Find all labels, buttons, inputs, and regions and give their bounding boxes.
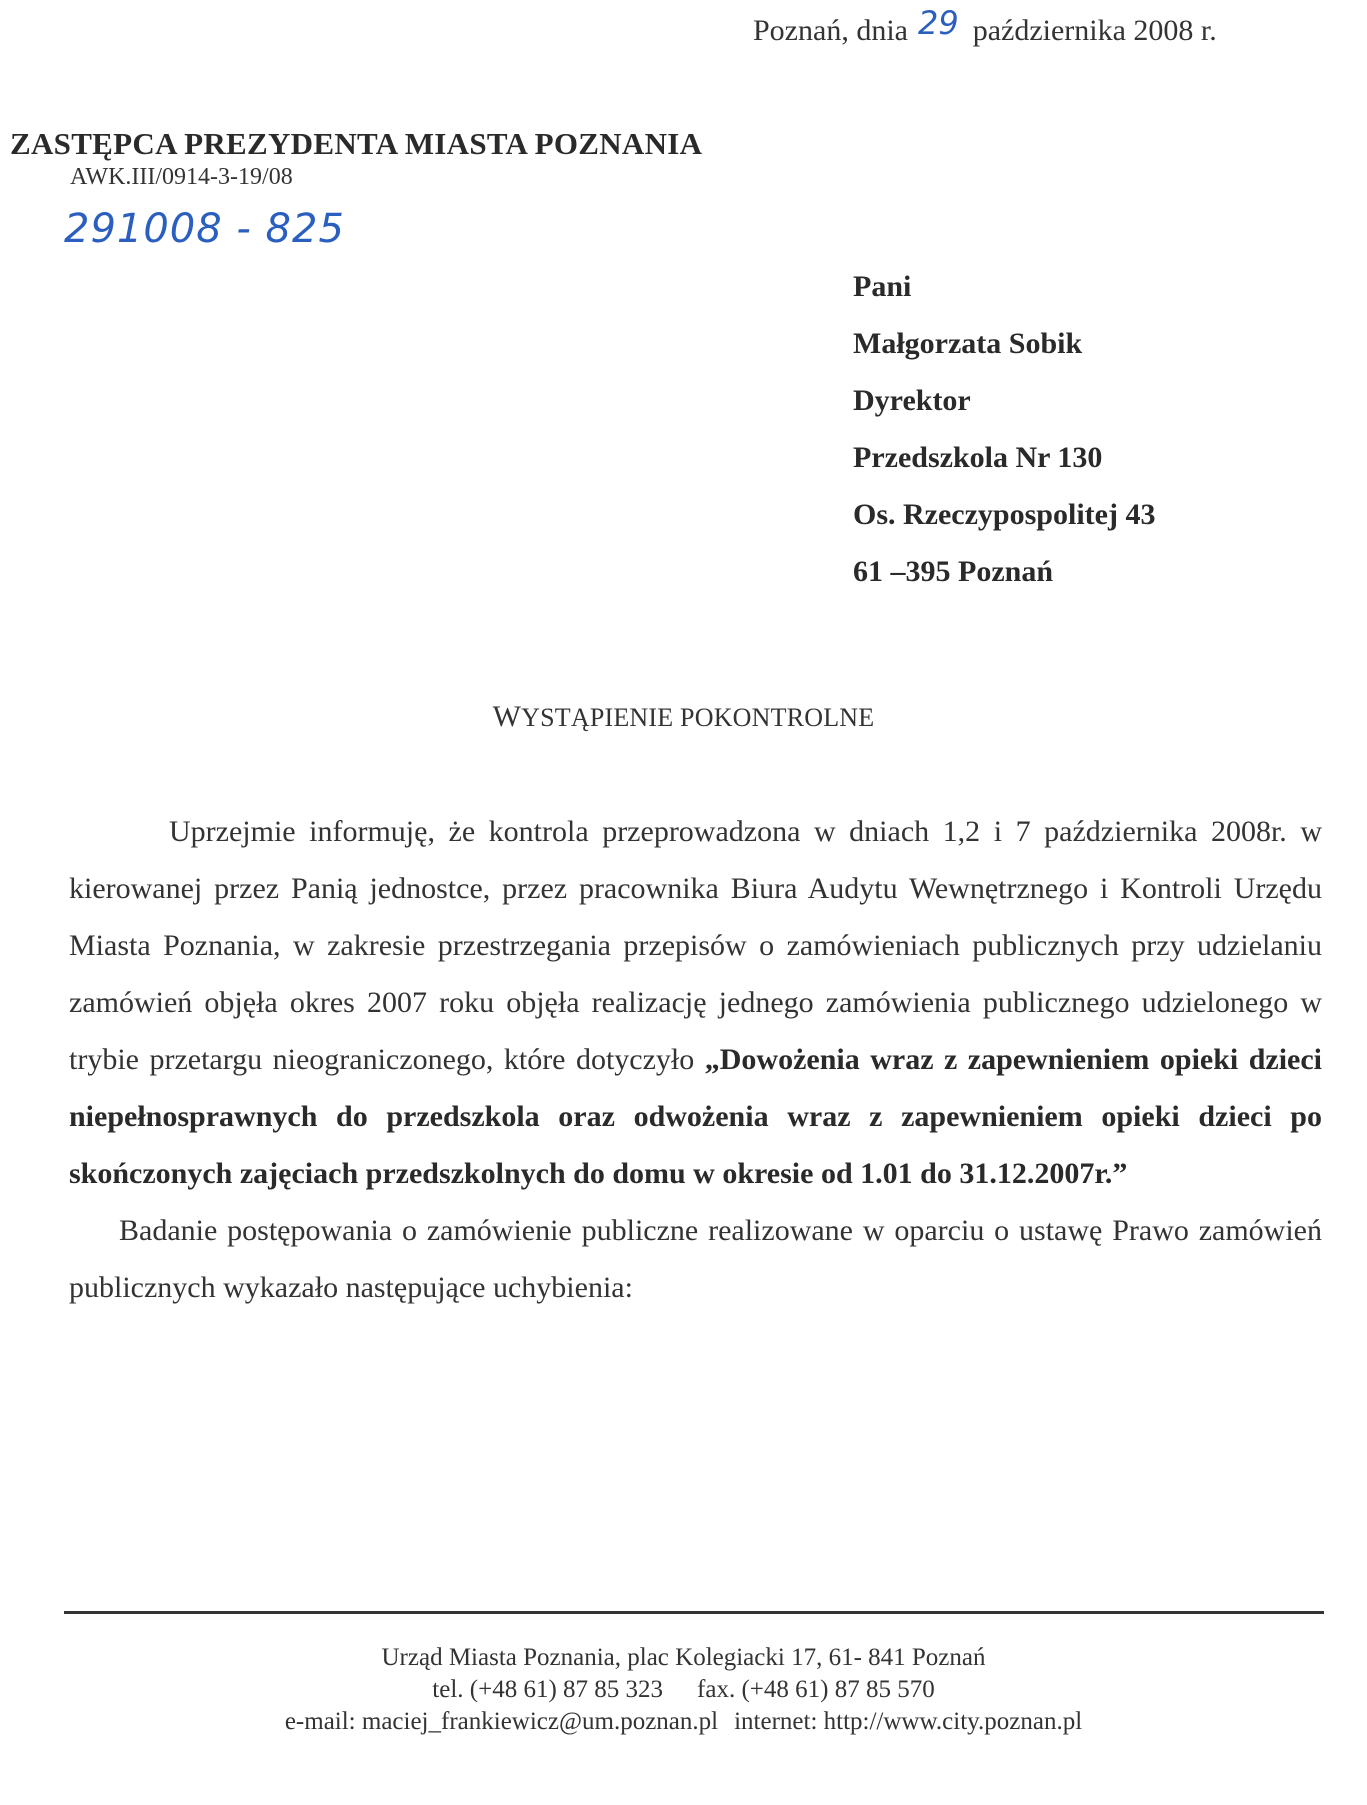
footer-address: Urząd Miasta Poznania, plac Kolegiacki 17, 61- 841 Poznań	[381, 1644, 986, 1671]
date-prefix: Poznań, dnia	[753, 14, 908, 47]
contract-title: „Dowożenia wraz z zapewnieniem opieki dzieci niepełnosprawnych do przedszkola oraz odwożenia wraz z zapewnieniem opieki dzieci po skończonych zajęciach przedszkolnych do domu w okresie od 1.01 do 31.12.2007r.”	[69, 1043, 1323, 1190]
footer-email: e-mail: maciej_frankiewicz@um.poznan.pl	[284, 1708, 719, 1735]
date-suffix: października 2008 r.	[972, 14, 1217, 47]
reference-number: AWK.III/0914-3-19/08	[70, 164, 293, 190]
addressee-block	[853, 258, 1155, 600]
paragraph-1	[69, 803, 1322, 1202]
footer-internet: internet: http://www.city.poznan.pl	[734, 1708, 1083, 1735]
heading-initial: W	[492, 700, 522, 733]
handwritten-day: 29	[917, 4, 959, 42]
addressee-line: Pani	[853, 270, 912, 303]
footer-divider	[64, 1611, 1324, 1614]
footer	[0, 1642, 1367, 1738]
paragraph-1-text: Uprzejmie informuję, że kontrola przeprowadzona w dniach 1,2 i 7 października 2008r. w kierowanej przez Panią jednostce, przez pracownika Biura Audytu Wewnętrznego i Kontroli Urzędu Miasta Poznania, w zakresie przestrzegania przepisów o zamówieniach publicznych przy udzielaniu zamówień objęła okres 2007 roku objęła realizację jednego zamówienia publicznego udzielonego w trybie przetargu nieograniczonego, które dotyczyło	[69, 815, 1322, 1076]
footer-contact-line	[0, 1706, 1367, 1738]
addressee-line: 61 –395 Poznań	[853, 555, 1054, 588]
document-heading	[0, 700, 1367, 734]
handwritten-registration-number: 291008 - 825	[64, 206, 345, 252]
paragraph-2: Badanie postępowania o zamówienie publiczne realizowane w oparciu o ustawę Prawo zamówień publicznych wykazało następujące uchybienia:	[69, 1214, 1322, 1304]
addressee-line: Przedszkola Nr 130	[853, 441, 1103, 474]
addressee-line: Os. Rzeczypospolitej 43	[853, 498, 1156, 531]
letter-body	[69, 803, 1322, 1316]
footer-tel: tel. (+48 61) 87 85 323	[432, 1676, 664, 1703]
addressee-line: Dyrektor	[853, 384, 971, 417]
footer-fax: fax. (+48 61) 87 85 570	[697, 1676, 935, 1703]
sender-title: ZASTĘPCA PREZYDENTA MIASTA POZNANIA	[10, 126, 703, 161]
heading-rest: YSTĄPIENIE POKONTROLNE	[521, 703, 875, 732]
date-line	[753, 4, 1217, 48]
footer-phone-line	[0, 1674, 1367, 1706]
addressee-line: Małgorzata Sobik	[853, 327, 1083, 360]
